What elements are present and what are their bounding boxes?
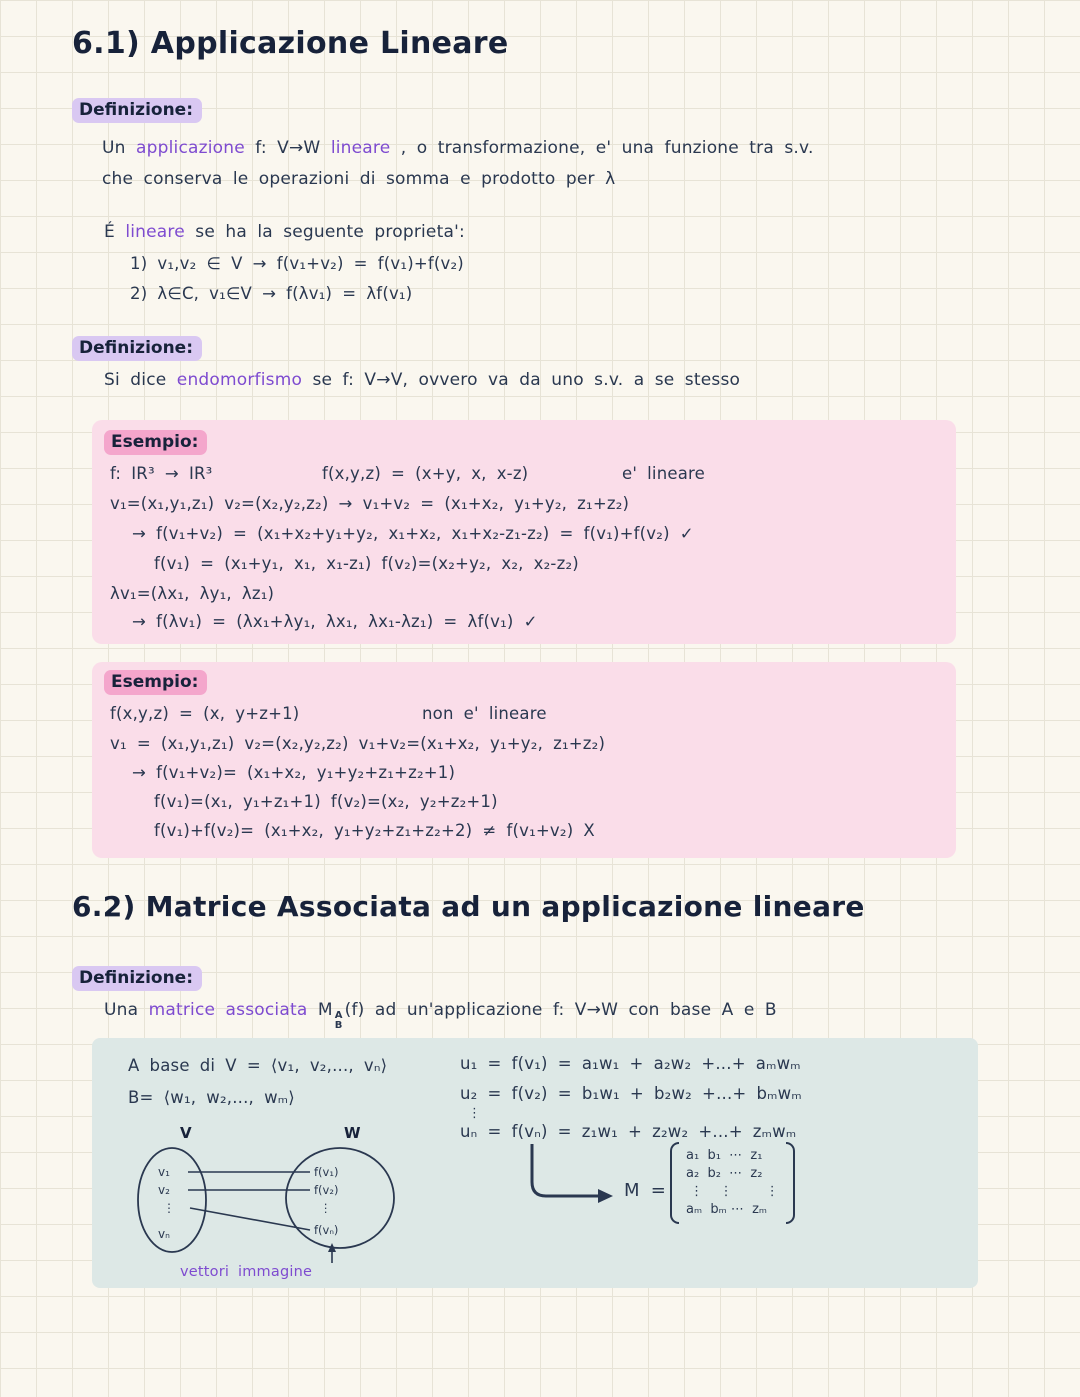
- ex2-vectors-line: v₁ = (x₁,y₁,z₁) v₂=(x₂,y₂,z₂) v₁+v₂=(x₁+x₂, y₁+y₂, z₁+z₂): [110, 734, 606, 753]
- definition-1-line-2: che conserva le operazioni di somma e prodotto per λ: [102, 169, 616, 189]
- ex2-inequality-line: f(v₁)+f(v₂)= (x₁+x₂, y₁+y₂+z₁+z₂+2) ≠ f(v₁+v₂) X: [154, 821, 595, 840]
- ex1-scalar-vector-line: λv₁=(λx₁, λy₁, λz₁): [110, 584, 275, 603]
- example-2-box: [92, 662, 956, 858]
- def2-term-endomorfismo: endomorfismo: [176, 370, 303, 390]
- ex1-sum-check-line: → f(v₁+v₂) = (x₁+x₂+y₁+y₂, x₁+x₂, x₁+x₂-z₁-z₂) = f(v₁)+f(v₂) ✓: [132, 524, 694, 543]
- matrix-sub-B: B: [334, 1020, 343, 1031]
- def3-term-matrice-associata: matrice associata: [148, 1000, 308, 1020]
- matrix-left-paren: [670, 1142, 679, 1224]
- matrix-equals-label: M =: [624, 1180, 666, 1201]
- domain-dots: ⋮: [163, 1201, 175, 1215]
- definition-2-line: [104, 370, 740, 390]
- ex1-function-rule: f(x,y,z) = (x+y, x, x-z): [322, 464, 529, 483]
- u2-expansion-line: u₂ = f(v₂) = b₁w₁ + b₂w₂ +...+ bₘwₘ: [460, 1084, 802, 1103]
- codomain-ellipse: [286, 1148, 394, 1248]
- image-item-fv2: f(v₂): [314, 1183, 339, 1197]
- image-item-fvn: f(vₙ): [314, 1223, 339, 1237]
- maps-to-arrow-path: [532, 1144, 600, 1196]
- matrix-row-1: a₁ b₁ ⋯ z₁: [686, 1148, 763, 1163]
- ex1-vectors-line: v₁=(x₁,y₁,z₁) v₂=(x₂,y₂,z₂) → v₁+v₂ = (x₁+x₂, y₁+y₂, z₁+z₂): [110, 494, 630, 513]
- ex1-function-domain: f: IR³ → IR³: [110, 464, 213, 483]
- matrix-right-paren: [786, 1142, 795, 1224]
- def2-rest: se f: V→V, ovvero va da uno s.v. a se stesso: [312, 370, 741, 390]
- definition-3-label: [72, 966, 202, 991]
- maps-to-arrow-icon: [520, 1142, 624, 1210]
- definition-1-label: [72, 98, 202, 123]
- definition-3-line: [104, 1000, 777, 1031]
- def3-una: Una: [104, 1000, 139, 1020]
- domain-item-vn: vₙ: [158, 1227, 170, 1241]
- image-item-fv1: f(v₁): [314, 1165, 339, 1179]
- maps-to-arrow-head: [598, 1189, 613, 1203]
- def3-rest: ad un'applicazione f: V→W con base A e B: [374, 1000, 777, 1020]
- matrix-row-dots: ⋮ ⋮ ⋮: [686, 1184, 779, 1199]
- base-A-line: A base di V = ⟨v₁, v₂,..., vₙ⟩: [128, 1056, 388, 1075]
- esempio-1-highlight: Esempio:: [104, 430, 207, 455]
- u-vertical-dots: ⋮: [468, 1106, 482, 1121]
- example-2-label: [104, 670, 207, 695]
- definition-2-label: [72, 336, 202, 361]
- def1-term-lineare: lineare: [330, 138, 391, 158]
- property-2: 2) λ∈C, v₁∈V → f(λv₁) = λf(v₁): [130, 284, 413, 303]
- matrix-sup-sub: [335, 1011, 343, 1031]
- def2-si-dice: Si dice: [104, 370, 167, 390]
- domain-ellipse: [138, 1148, 206, 1252]
- intro-term-lineare: lineare: [125, 222, 185, 242]
- ex2-function-rule: f(x,y,z) = (x, y+z+1): [110, 704, 300, 723]
- base-B-line: B= ⟨w₁, w₂,..., wₘ⟩: [128, 1088, 295, 1107]
- linearity-intro: [104, 222, 465, 242]
- domain-set-label: V: [180, 1124, 192, 1142]
- matrix-construction-box: [92, 1038, 978, 1288]
- section-6-1-title: 6.1) Applicazione Lineare: [72, 26, 509, 61]
- domain-item-v2: v₂: [158, 1183, 170, 1197]
- property-1: 1) v₁,v₂ ∈ V → f(v₁+v₂) = f(v₁)+f(v₂): [130, 254, 464, 273]
- definizione-3-highlight: Definizione:: [72, 966, 202, 991]
- map-line-3: [190, 1208, 310, 1230]
- def1-term-applicazione: applicazione: [136, 138, 245, 158]
- associated-matrix-notation: [317, 1000, 375, 1031]
- def1-word-un: Un: [102, 138, 126, 158]
- matrix-row-m: aₘ bₘ ⋯ zₘ: [686, 1202, 768, 1217]
- domain-item-v1: v₁: [158, 1165, 170, 1179]
- def1-map-notation: f: V→W: [255, 138, 321, 158]
- ex1-scalar-check-line: → f(λv₁) = (λx₁+λy₁, λx₁, λx₁-λz₁) = λf(v₁) ✓: [132, 612, 538, 631]
- mapping-diagram: [116, 1124, 426, 1264]
- matrix-M: [670, 1142, 795, 1224]
- definizione-1-highlight: Definizione:: [72, 98, 202, 123]
- section-6-2-title: 6.2) Matrice Associata ad un applicazione lineare: [72, 890, 865, 923]
- example-1-box: [92, 420, 956, 644]
- ex1-conclusion: e' lineare: [622, 464, 706, 483]
- ex2-sum-image-line: → f(v₁+v₂)= (x₁+x₂, y₁+y₂+z₁+z₂+1): [132, 763, 456, 782]
- matrix-sup-A: A: [334, 1010, 343, 1021]
- u1-expansion-line: u₁ = f(v₁) = a₁w₁ + a₂w₂ +...+ aₘwₘ: [460, 1054, 801, 1073]
- def1-line-1-rest: , o transformazione, e' una funzione tra s.v.: [400, 138, 814, 158]
- image-vectors-caption: vettori immagine: [180, 1264, 313, 1280]
- matrix-arg-f: (f): [344, 1000, 365, 1020]
- ex2-images-line: f(v₁)=(x₁, y₁+z₁+1) f(v₂)=(x₂, y₂+z₂+1): [154, 792, 498, 811]
- matrix-symbol: M: [317, 1000, 333, 1020]
- ex2-conclusion: non e' lineare: [422, 704, 547, 723]
- example-1-label: [104, 430, 207, 455]
- intro-e: É: [104, 222, 115, 242]
- matrix-row-2: a₂ b₂ ⋯ z₂: [686, 1166, 763, 1181]
- definition-1-line-1: [102, 138, 814, 158]
- image-dots: ⋮: [320, 1201, 332, 1215]
- ex1-images-line: f(v₁) = (x₁+y₁, x₁, x₁-z₁) f(v₂)=(x₂+y₂, x₂, x₂-z₂): [154, 554, 579, 573]
- esempio-2-highlight: Esempio:: [104, 670, 207, 695]
- intro-rest: se ha la seguente proprieta':: [195, 222, 465, 242]
- definizione-2-highlight: Definizione:: [72, 336, 202, 361]
- matrix-rows: [683, 1142, 782, 1224]
- codomain-set-label: W: [344, 1124, 361, 1142]
- un-expansion-line: uₙ = f(vₙ) = z₁w₁ + z₂w₂ +...+ zₘwₘ: [460, 1122, 797, 1141]
